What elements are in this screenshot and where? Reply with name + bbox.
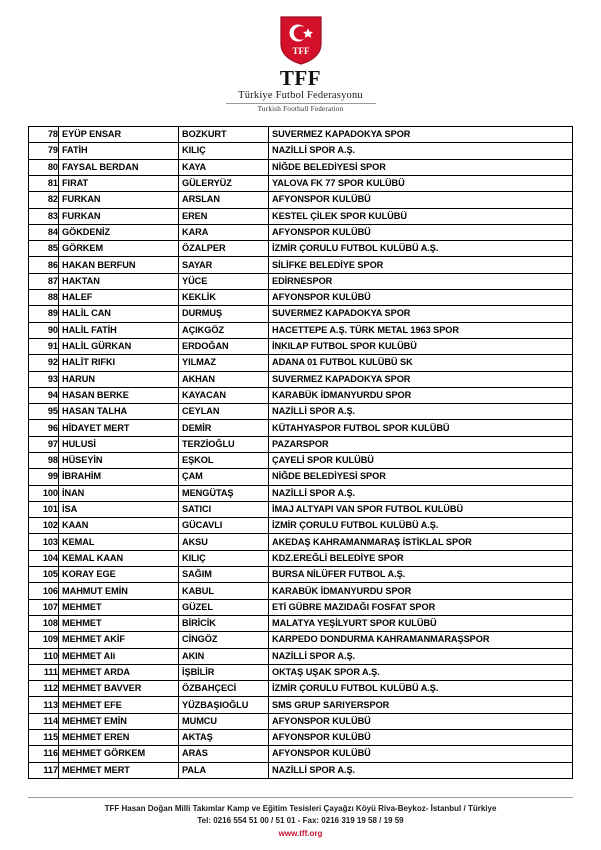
row-club: AFYONSPOR KULÜBÜ bbox=[269, 730, 573, 746]
row-club: EDİRNESPOR bbox=[269, 273, 573, 289]
row-surname: ÖZBAHÇECİ bbox=[179, 681, 269, 697]
row-surname: AÇIKGÖZ bbox=[179, 322, 269, 338]
row-no: 116 bbox=[29, 746, 59, 762]
row-no: 100 bbox=[29, 485, 59, 501]
header-divider bbox=[226, 103, 376, 104]
row-club: AFYONSPOR KULÜBÜ bbox=[269, 713, 573, 729]
table-row bbox=[29, 746, 573, 762]
row-surname: SATICI bbox=[179, 501, 269, 517]
table-row bbox=[29, 159, 573, 175]
row-club: ETİ GÜBRE MAZIDAĞI FOSFAT SPOR bbox=[269, 599, 573, 615]
row-no: 104 bbox=[29, 550, 59, 566]
table-row bbox=[29, 224, 573, 240]
row-club: İMAJ ALTYAPI VAN SPOR FUTBOL KULÜBÜ bbox=[269, 501, 573, 517]
row-no: 87 bbox=[29, 273, 59, 289]
table-row bbox=[29, 583, 573, 599]
row-no: 93 bbox=[29, 371, 59, 387]
table-row bbox=[29, 632, 573, 648]
row-name: KEMAL KAAN bbox=[59, 550, 179, 566]
row-name: MEHMET BAVVER bbox=[59, 681, 179, 697]
row-surname: ARAS bbox=[179, 746, 269, 762]
table-row bbox=[29, 420, 573, 436]
row-name: MEHMET ARDA bbox=[59, 664, 179, 680]
row-name: MEHMET AKİF bbox=[59, 632, 179, 648]
row-club: KÜTAHYASPOR FUTBOL SPOR KULÜBÜ bbox=[269, 420, 573, 436]
row-surname: AKIN bbox=[179, 648, 269, 664]
row-no: 83 bbox=[29, 208, 59, 224]
row-surname: BİRİCİK bbox=[179, 615, 269, 631]
table-row bbox=[29, 567, 573, 583]
tff-wordmark: TFF bbox=[279, 66, 322, 90]
table-row bbox=[29, 387, 573, 403]
table-row bbox=[29, 322, 573, 338]
row-no: 78 bbox=[29, 127, 59, 143]
table-row bbox=[29, 338, 573, 354]
row-surname: ERDOĞAN bbox=[179, 338, 269, 354]
table-row bbox=[29, 175, 573, 191]
row-surname: EŞKOL bbox=[179, 452, 269, 468]
row-club: MALATYA YEŞİLYURT SPOR KULÜBÜ bbox=[269, 615, 573, 631]
row-name: MEHMET bbox=[59, 615, 179, 631]
row-no: 102 bbox=[29, 518, 59, 534]
player-list-table bbox=[28, 126, 573, 779]
row-no: 91 bbox=[29, 338, 59, 354]
table-row bbox=[29, 518, 573, 534]
row-surname: YÜZBAŞIOĞLU bbox=[179, 697, 269, 713]
row-club: NİĞDE BELEDİYESİ SPOR bbox=[269, 159, 573, 175]
row-surname: ARSLAN bbox=[179, 192, 269, 208]
row-name: MEHMET EREN bbox=[59, 730, 179, 746]
row-name: HAKAN BERFUN bbox=[59, 257, 179, 273]
row-no: 95 bbox=[29, 404, 59, 420]
table-row bbox=[29, 192, 573, 208]
row-name: HÜSEYİN bbox=[59, 452, 179, 468]
table-row bbox=[29, 371, 573, 387]
org-name-en: Turkish Football Federation bbox=[257, 105, 344, 114]
row-no: 111 bbox=[29, 664, 59, 680]
row-surname: KARA bbox=[179, 224, 269, 240]
row-name: FAYSAL BERDAN bbox=[59, 159, 179, 175]
row-club: PAZARSPOR bbox=[269, 436, 573, 452]
row-no: 108 bbox=[29, 615, 59, 631]
row-club: KDZ.EREĞLİ BELEDİYE SPOR bbox=[269, 550, 573, 566]
row-no: 109 bbox=[29, 632, 59, 648]
table-row bbox=[29, 599, 573, 615]
row-club: AFYONSPOR KULÜBÜ bbox=[269, 290, 573, 306]
row-name: HAKTAN bbox=[59, 273, 179, 289]
row-surname: GÜLERYÜZ bbox=[179, 175, 269, 191]
row-club: HACETTEPE A.Ş. TÜRK METAL 1963 SPOR bbox=[269, 322, 573, 338]
row-surname: MUMCU bbox=[179, 713, 269, 729]
row-no: 88 bbox=[29, 290, 59, 306]
row-no: 86 bbox=[29, 257, 59, 273]
row-no: 112 bbox=[29, 681, 59, 697]
row-no: 110 bbox=[29, 648, 59, 664]
table-row bbox=[29, 550, 573, 566]
row-club: SUVERMEZ KAPADOKYA SPOR bbox=[269, 306, 573, 322]
row-club: SMS GRUP SARIYERSPOR bbox=[269, 697, 573, 713]
row-name: İBRAHİM bbox=[59, 469, 179, 485]
row-surname: İŞBİLİR bbox=[179, 664, 269, 680]
row-no: 89 bbox=[29, 306, 59, 322]
row-club: İZMİR ÇORULU FUTBOL KULÜBÜ A.Ş. bbox=[269, 241, 573, 257]
row-club: NAZİLLİ SPOR A.Ş. bbox=[269, 143, 573, 159]
table-row bbox=[29, 436, 573, 452]
row-no: 106 bbox=[29, 583, 59, 599]
row-name: MEHMET EMİN bbox=[59, 713, 179, 729]
row-surname: GÜCAVLI bbox=[179, 518, 269, 534]
table-row bbox=[29, 485, 573, 501]
row-surname: MENGÜTAŞ bbox=[179, 485, 269, 501]
row-surname: SAĞIM bbox=[179, 567, 269, 583]
table-row bbox=[29, 534, 573, 550]
row-surname: SAYAR bbox=[179, 257, 269, 273]
row-name: HİDAYET MERT bbox=[59, 420, 179, 436]
footer-divider bbox=[28, 797, 573, 798]
row-name: HASAN TALHA bbox=[59, 404, 179, 420]
player-list-body bbox=[29, 127, 573, 779]
row-name: GÖRKEM bbox=[59, 241, 179, 257]
table-row bbox=[29, 501, 573, 517]
svg-text:TFF: TFF bbox=[292, 46, 309, 56]
row-no: 97 bbox=[29, 436, 59, 452]
row-no: 96 bbox=[29, 420, 59, 436]
table-row bbox=[29, 208, 573, 224]
row-surname: EREN bbox=[179, 208, 269, 224]
row-name: İSA bbox=[59, 501, 179, 517]
row-surname: KILIÇ bbox=[179, 550, 269, 566]
row-club: SUVERMEZ KAPADOKYA SPOR bbox=[269, 127, 573, 143]
row-surname: ÖZALPER bbox=[179, 241, 269, 257]
row-name: FURKAN bbox=[59, 192, 179, 208]
table-row bbox=[29, 127, 573, 143]
row-no: 94 bbox=[29, 387, 59, 403]
row-surname: GÜZEL bbox=[179, 599, 269, 615]
table-row bbox=[29, 730, 573, 746]
row-club: NAZİLLİ SPOR A.Ş. bbox=[269, 485, 573, 501]
row-club: AFYONSPOR KULÜBÜ bbox=[269, 224, 573, 240]
row-club: NAZİLLİ SPOR A.Ş. bbox=[269, 648, 573, 664]
document-footer bbox=[28, 789, 573, 840]
row-no: 113 bbox=[29, 697, 59, 713]
row-club: SUVERMEZ KAPADOKYA SPOR bbox=[269, 371, 573, 387]
table-row bbox=[29, 355, 573, 371]
row-club: ÇAYELİ SPOR KULÜBÜ bbox=[269, 452, 573, 468]
org-name-tr: Türkiye Futbol Federasyonu bbox=[238, 90, 363, 102]
row-surname: PALA bbox=[179, 762, 269, 778]
row-no: 84 bbox=[29, 224, 59, 240]
row-no: 99 bbox=[29, 469, 59, 485]
table-row bbox=[29, 143, 573, 159]
row-surname: BOZKURT bbox=[179, 127, 269, 143]
row-club: YALOVA FK 77 SPOR KULÜBÜ bbox=[269, 175, 573, 191]
row-name: FURKAN bbox=[59, 208, 179, 224]
row-surname: TERZİOĞLU bbox=[179, 436, 269, 452]
row-club: AFYONSPOR KULÜBÜ bbox=[269, 746, 573, 762]
row-club: NAZİLLİ SPOR A.Ş. bbox=[269, 762, 573, 778]
document-header bbox=[28, 14, 573, 113]
row-name: HALİL CAN bbox=[59, 306, 179, 322]
footer-address: TFF Hasan Doğan Milli Takımlar Kamp ve Eğitim Tesisleri Çayağzı Köyü Riva-Beykoz- İstanbul / Türkiye bbox=[104, 804, 497, 813]
row-name: KORAY EGE bbox=[59, 567, 179, 583]
row-surname: DEMİR bbox=[179, 420, 269, 436]
row-name: HULUSİ bbox=[59, 436, 179, 452]
table-row bbox=[29, 257, 573, 273]
row-name: İNAN bbox=[59, 485, 179, 501]
tff-crest-icon bbox=[278, 14, 324, 66]
row-no: 115 bbox=[29, 730, 59, 746]
row-name: MAHMUT EMİN bbox=[59, 583, 179, 599]
row-club: İZMİR ÇORULU FUTBOL KULÜBÜ A.Ş. bbox=[269, 518, 573, 534]
row-name: FATİH bbox=[59, 143, 179, 159]
table-row bbox=[29, 273, 573, 289]
row-no: 82 bbox=[29, 192, 59, 208]
table-row bbox=[29, 648, 573, 664]
row-surname: AKHAN bbox=[179, 371, 269, 387]
row-no: 81 bbox=[29, 175, 59, 191]
row-name: KAAN bbox=[59, 518, 179, 534]
footer-website[interactable]: www.tff.org bbox=[278, 829, 323, 838]
row-surname: YÜCE bbox=[179, 273, 269, 289]
row-name: HALİT RIFKI bbox=[59, 355, 179, 371]
row-surname: CİNGÖZ bbox=[179, 632, 269, 648]
row-name: HASAN BERKE bbox=[59, 387, 179, 403]
table-row bbox=[29, 290, 573, 306]
row-no: 92 bbox=[29, 355, 59, 371]
row-club: NAZİLLİ SPOR A.Ş. bbox=[269, 404, 573, 420]
row-surname: KILIÇ bbox=[179, 143, 269, 159]
row-name: MEHMET bbox=[59, 599, 179, 615]
row-surname: KAYA bbox=[179, 159, 269, 175]
row-name: HARUN bbox=[59, 371, 179, 387]
row-surname: YILMAZ bbox=[179, 355, 269, 371]
row-name: KEMAL bbox=[59, 534, 179, 550]
row-surname: CEYLAN bbox=[179, 404, 269, 420]
row-surname: KABUL bbox=[179, 583, 269, 599]
row-club: OKTAŞ UŞAK SPOR A.Ş. bbox=[269, 664, 573, 680]
row-club: BURSA NİLÜFER FUTBOL A.Ş. bbox=[269, 567, 573, 583]
row-no: 101 bbox=[29, 501, 59, 517]
row-surname: AKTAŞ bbox=[179, 730, 269, 746]
row-club: KARABÜK İDMANYURDU SPOR bbox=[269, 583, 573, 599]
table-row bbox=[29, 697, 573, 713]
row-no: 105 bbox=[29, 567, 59, 583]
row-club: İNKILAP FUTBOL SPOR KULÜBÜ bbox=[269, 338, 573, 354]
table-row bbox=[29, 452, 573, 468]
row-no: 80 bbox=[29, 159, 59, 175]
table-row bbox=[29, 615, 573, 631]
row-club: SİLİFKE BELEDİYE SPOR bbox=[269, 257, 573, 273]
row-club: AFYONSPOR KULÜBÜ bbox=[269, 192, 573, 208]
row-no: 90 bbox=[29, 322, 59, 338]
row-club: KARPEDO DONDURMA KAHRAMANMARAŞSPOR bbox=[269, 632, 573, 648]
row-name: HALİL FATİH bbox=[59, 322, 179, 338]
row-name: MEHMET EFE bbox=[59, 697, 179, 713]
player-list-table-wrapper bbox=[28, 126, 573, 789]
row-name: MEHMET Ali bbox=[59, 648, 179, 664]
row-club: ADANA 01 FUTBOL KULÜBÜ SK bbox=[269, 355, 573, 371]
row-name: MEHMET MERT bbox=[59, 762, 179, 778]
row-no: 114 bbox=[29, 713, 59, 729]
table-row bbox=[29, 306, 573, 322]
row-no: 85 bbox=[29, 241, 59, 257]
row-no: 117 bbox=[29, 762, 59, 778]
row-name: MEHMET GÖRKEM bbox=[59, 746, 179, 762]
table-row bbox=[29, 713, 573, 729]
row-no: 98 bbox=[29, 452, 59, 468]
row-surname: KAYACAN bbox=[179, 387, 269, 403]
row-name: HALEF bbox=[59, 290, 179, 306]
row-name: HALİL GÜRKAN bbox=[59, 338, 179, 354]
row-no: 107 bbox=[29, 599, 59, 615]
row-surname: KEKLİK bbox=[179, 290, 269, 306]
row-club: KARABÜK İDMANYURDU SPOR bbox=[269, 387, 573, 403]
row-name: GÖKDENİZ bbox=[59, 224, 179, 240]
table-row bbox=[29, 404, 573, 420]
row-surname: ÇAM bbox=[179, 469, 269, 485]
table-row bbox=[29, 241, 573, 257]
row-club: İZMİR ÇORULU FUTBOL KULÜBÜ A.Ş. bbox=[269, 681, 573, 697]
footer-phone: Tel: 0216 554 51 00 / 51 01 - Fax: 0216 319 19 58 / 19 59 bbox=[197, 816, 404, 825]
row-surname: DURMUŞ bbox=[179, 306, 269, 322]
row-surname: AKSU bbox=[179, 534, 269, 550]
table-row bbox=[29, 762, 573, 778]
row-name: EYÜP ENSAR bbox=[59, 127, 179, 143]
table-row bbox=[29, 664, 573, 680]
row-club: AKEDAŞ KAHRAMANMARAŞ İSTİKLAL SPOR bbox=[269, 534, 573, 550]
row-name: FIRAT bbox=[59, 175, 179, 191]
table-row bbox=[29, 469, 573, 485]
row-no: 103 bbox=[29, 534, 59, 550]
table-row bbox=[29, 681, 573, 697]
row-club: NİĞDE BELEDİYESİ SPOR bbox=[269, 469, 573, 485]
row-no: 79 bbox=[29, 143, 59, 159]
row-club: KESTEL ÇİLEK SPOR KULÜBÜ bbox=[269, 208, 573, 224]
